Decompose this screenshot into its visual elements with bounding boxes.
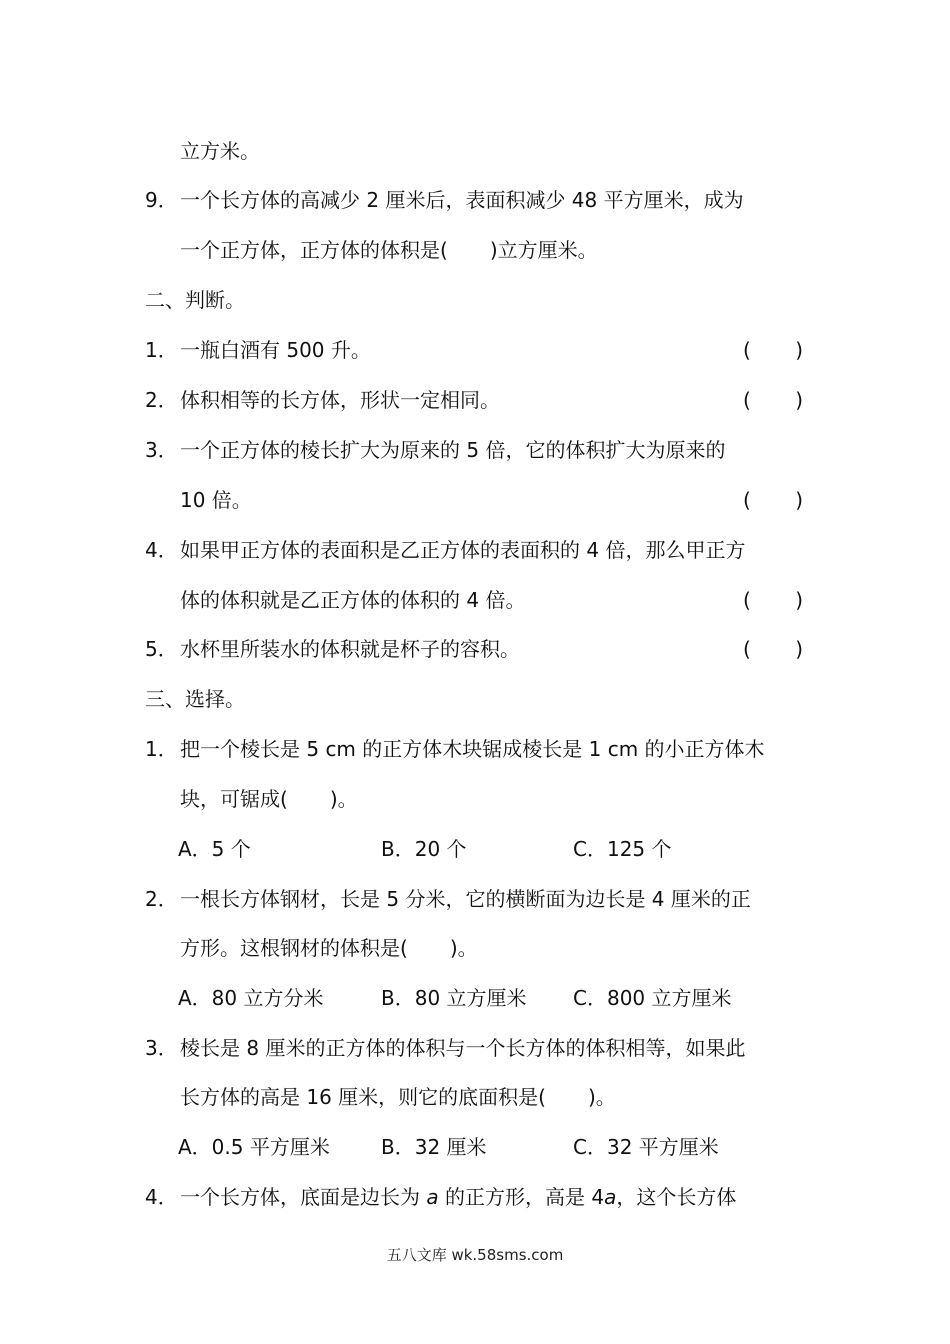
judge-2-text: 体积相等的长方体，形状一定相同。 — [180, 388, 500, 412]
variable-a: a — [426, 1185, 439, 1209]
choice-1-line2-b: )。 — [329, 787, 358, 811]
q9-number: 9． — [145, 188, 178, 212]
choice-3-option-c[interactable]: C．32 平方厘米 — [573, 1135, 719, 1159]
judge-3-text-cont: 10 倍。 — [180, 488, 252, 512]
judge-3-answer-paren[interactable] — [743, 486, 803, 514]
choice-4-seg3: ，这个长方体 — [616, 1185, 737, 1209]
choice-2-line2-a: 方形。这根钢材的体积是( — [180, 936, 408, 960]
judge-4-number: 4． — [145, 538, 178, 562]
variable-a: a — [604, 1185, 617, 1209]
judge-2-answer-paren[interactable] — [743, 386, 803, 414]
choice-4-seg2: 的正方形，高是 4 — [438, 1185, 605, 1209]
judge-4-text-cont: 体的体积就是乙正方体的体积的 4 倍。 — [180, 588, 526, 612]
q9-line2 — [180, 236, 598, 264]
judge-4-text: 如果甲正方体的表面积是乙正方体的表面积的 4 倍，那么甲正方 — [180, 538, 746, 562]
choice-2-number: 2． — [145, 887, 178, 911]
judge-1-number: 1． — [145, 338, 178, 362]
judge-3-number: 3． — [145, 438, 178, 462]
choice-1-option-a[interactable]: A．5 个 — [178, 837, 251, 861]
previous-question-tail: 立方米。 — [180, 139, 260, 163]
choice-3-line2-b: )。 — [587, 1085, 616, 1109]
choice-4-line1 — [180, 1183, 736, 1211]
choice-3-line2-a: 长方体的高是 16 厘米，则它的底面积是( — [180, 1085, 546, 1109]
q9-line2-a: 一个正方体，正方体的体积是( — [180, 238, 448, 262]
paren-right: ) — [795, 488, 803, 512]
paren-left: ( — [743, 637, 751, 661]
choice-4-number: 4． — [145, 1185, 178, 1209]
footer-watermark: 五八文库 wk.58sms.com — [386, 1246, 564, 1264]
section3-heading: 三、选择。 — [145, 687, 245, 711]
choice-1-option-c[interactable]: C．125 个 — [573, 837, 672, 861]
choice-2-option-c[interactable]: C．800 立方厘米 — [573, 986, 732, 1010]
choice-1-number: 1． — [145, 737, 178, 761]
choice-2-line2-b: )。 — [449, 936, 478, 960]
choice-3-option-a[interactable]: A．0.5 平方厘米 — [178, 1135, 330, 1159]
judge-3-text: 一个正方体的棱长扩大为原来的 5 倍，它的体积扩大为原来的 — [180, 438, 726, 462]
choice-2-option-a[interactable]: A．80 立方分米 — [178, 986, 324, 1010]
choice-4-seg1: 一个长方体，底面是边长为 — [180, 1185, 427, 1209]
judge-5-text: 水杯里所装水的体积就是杯子的容积。 — [180, 637, 520, 661]
paren-right: ) — [795, 388, 803, 412]
choice-2-line2 — [180, 934, 478, 962]
judge-1-answer-paren[interactable] — [743, 336, 803, 364]
choice-2-option-b[interactable]: B．80 立方厘米 — [381, 986, 527, 1010]
judge-5-answer-paren[interactable] — [743, 635, 803, 663]
paren-left: ( — [743, 388, 751, 412]
choice-2-line1: 一根长方体钢材，长是 5 分米，它的横断面为边长是 4 厘米的正 — [180, 887, 751, 911]
judge-4-answer-paren[interactable] — [743, 586, 803, 614]
paren-left: ( — [743, 588, 751, 612]
choice-3-line1: 棱长是 8 厘米的正方体的体积与一个长方体的体积相等，如果此 — [180, 1036, 746, 1060]
choice-3-number: 3． — [145, 1036, 178, 1060]
section2-heading: 二、判断。 — [145, 288, 245, 312]
paren-left: ( — [743, 338, 751, 362]
paren-right: ) — [795, 588, 803, 612]
judge-5-number: 5． — [145, 637, 178, 661]
choice-3-option-b[interactable]: B．32 厘米 — [381, 1135, 487, 1159]
choice-1-line2-a: 块，可锯成( — [180, 787, 288, 811]
q9-line2-b: )立方厘米。 — [489, 238, 598, 262]
choice-3-line2 — [180, 1083, 616, 1111]
paren-right: ) — [795, 637, 803, 661]
q9-line1: 一个长方体的高减少 2 厘米后，表面积减少 48 平方厘米，成为 — [180, 188, 744, 212]
choice-1-option-b[interactable]: B．20 个 — [381, 837, 467, 861]
judge-1-text: 一瓶白酒有 500 升。 — [180, 338, 371, 362]
paren-left: ( — [743, 488, 751, 512]
choice-1-line1: 把一个棱长是 5 cm 的正方体木块锯成棱长是 1 cm 的小正方体木 — [180, 737, 765, 761]
choice-1-line2 — [180, 785, 358, 813]
judge-2-number: 2． — [145, 388, 178, 412]
paren-right: ) — [795, 338, 803, 362]
